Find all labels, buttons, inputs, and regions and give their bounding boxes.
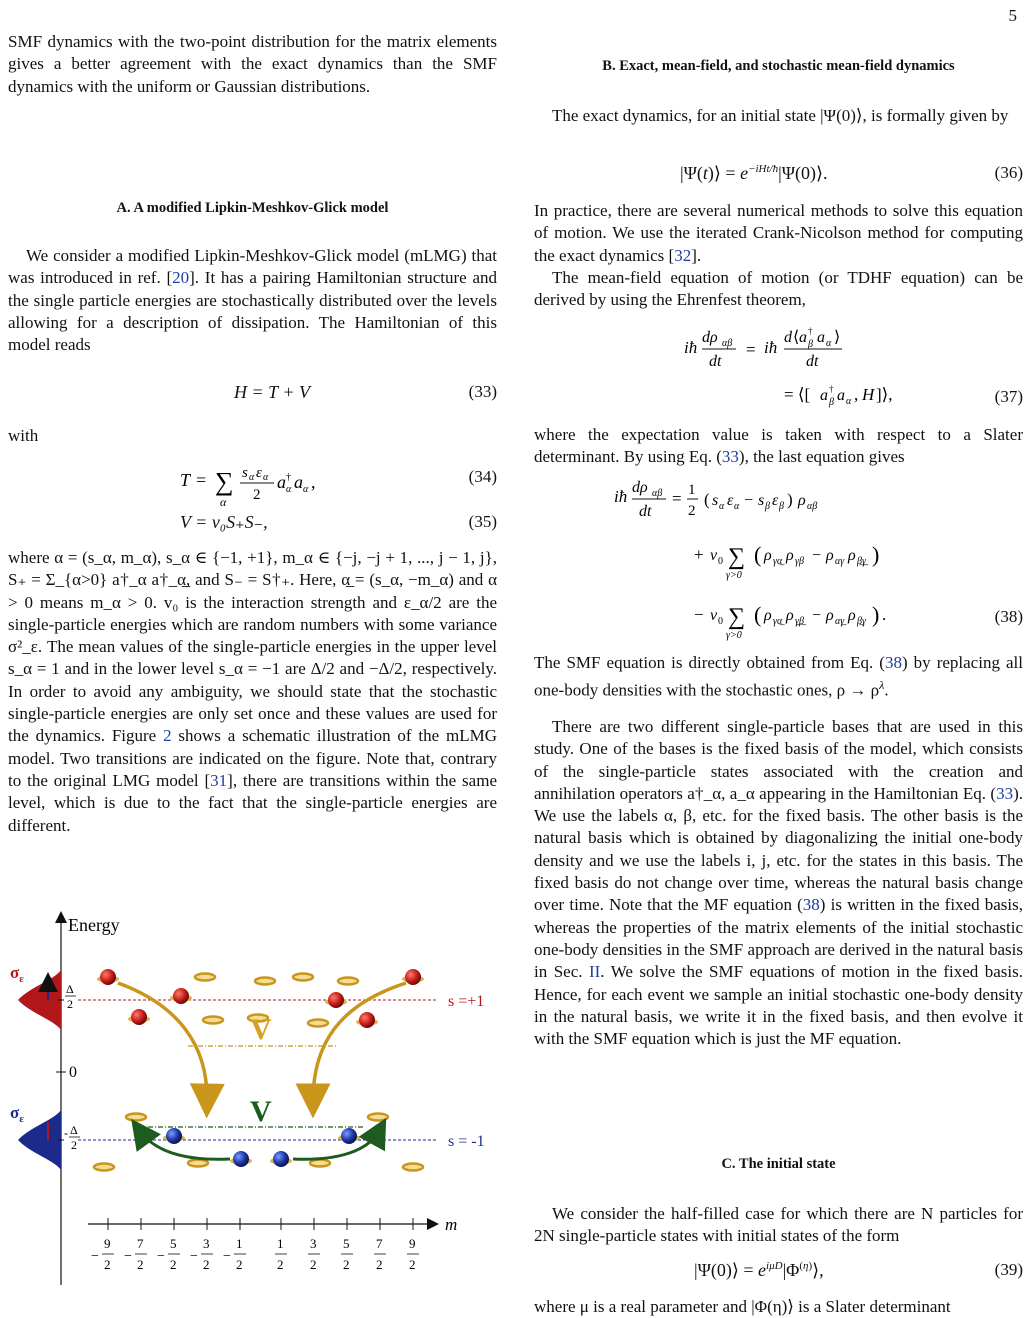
paragraph-continues: where μ is a real parameter and |Φ(η)⟩ is a Slater determinant — [534, 1297, 951, 1316]
svg-text:2: 2 — [310, 1257, 317, 1272]
svg-text:ρ: ρ — [786, 607, 794, 624]
v-label-intralevel: V — [250, 1095, 272, 1128]
svg-text:αβ: αβ — [807, 501, 818, 512]
paragraph-smf-equation: The SMF equation is directly obtained from Eq. (38) by replacing all one-body densities with the stochastic ones, $\rho \to \rho^\lambda$. — [534, 653, 1023, 700]
svg-text:= ⟨[: = ⟨[ — [784, 385, 811, 404]
m-tick-label — [124, 1236, 147, 1272]
svg-text:−: − — [190, 1249, 198, 1264]
equation-number-36: (36) — [994, 163, 1023, 182]
svg-text:−: − — [157, 1249, 165, 1264]
svg-text:=: = — [196, 470, 207, 490]
zero-label: 0 — [69, 1064, 77, 1081]
equation-34 — [180, 458, 390, 515]
svg-text:ρ: ρ — [786, 547, 794, 564]
svg-text:2: 2 — [277, 1257, 284, 1272]
equation-33: H = T + V — [234, 382, 310, 402]
equation-link[interactable]: 38 — [802, 895, 820, 915]
svg-text:9: 9 — [409, 1236, 416, 1251]
svg-text:αγ: αγ — [835, 556, 845, 567]
svg-text:2: 2 — [376, 1257, 383, 1272]
energy-label: Energy — [68, 915, 120, 935]
svg-text:αβ: αβ — [652, 488, 663, 499]
section-a-heading: A. A modified Lipkin-Meshkov-Glick model — [116, 200, 389, 216]
mlmg-schematic-figure — [8, 905, 508, 1290]
svg-text:†: † — [286, 472, 291, 483]
svg-text:0: 0 — [718, 616, 723, 627]
svg-text:dρ: dρ — [632, 479, 648, 496]
equation-number-34: (34) — [468, 467, 497, 486]
svg-text:α: α — [249, 472, 255, 483]
svg-text:α: α — [220, 495, 227, 509]
svg-text:s: s — [712, 492, 719, 509]
svg-text:v: v — [710, 547, 718, 564]
paragraph-exact-dynamics: The exact dynamics, for an initial state |Ψ(0)⟩, is formally given by — [552, 106, 1009, 125]
paragraph-where: where α = (s_α, m_α), s_α ∈ {−1, +1}, m_α ∈ {−j, −j + 1, ..., j − 1, j}, S₊ = Σ_{α>0} a†_α a†_α̲, and S₋ = S†₊. Here, α̲ = (s_α, −m_α) and α > 0 means m_α > 0. v₀ is the interaction strength and ε_α/2 are the single-particle energies which are random numbers with some variance σ²_ε. The mean values of the single-particle energies in the upper level s_α = 1 and in the lower level s_α = −1 are Δ/2 and −Δ/2, respectively. In order to avoid any ambiguity, we should state that the stochastic single-particle energies are only set once and these values are used for the dynamics. Figure 2 shows a schematic illustration of the mLMG model. Two transitions are indicated on the figure. Note that, contrary to the original LMG model [31], there are transitions within the same level, which is due to the fact that the single-particle energies are different. — [8, 548, 497, 835]
lower-level-label: s = -1 — [448, 1133, 485, 1150]
svg-text:β̲γ: β̲γ — [857, 616, 866, 627]
svg-text:): ) — [787, 490, 793, 509]
svg-text:a: a — [837, 387, 845, 404]
svg-text:−: − — [91, 1249, 99, 1264]
svg-text:2: 2 — [688, 503, 696, 519]
svg-text:d: d — [784, 329, 792, 346]
svg-text:−: − — [694, 605, 704, 624]
m-tick-label — [223, 1236, 246, 1272]
svg-text:ρ: ρ — [764, 607, 772, 624]
svg-text:1: 1 — [688, 482, 696, 498]
svg-text:ε: ε — [772, 492, 779, 509]
m-tick-label — [190, 1236, 213, 1272]
equation-35: V = v₀S₊S₋, — [180, 512, 268, 532]
svg-text:α: α — [286, 484, 292, 495]
citation-link[interactable]: 32 — [674, 245, 692, 265]
equation-link[interactable]: 38 — [884, 653, 902, 672]
equation-number-38: (38) — [994, 607, 1023, 626]
m-tick-label — [407, 1236, 419, 1272]
sigma-lower: $\sigma_\varepsilon$ — [10, 1103, 24, 1125]
svg-text:dt: dt — [806, 353, 819, 370]
svg-text:2: 2 — [137, 1257, 144, 1272]
svg-text:): ) — [872, 542, 880, 567]
equation-number-37: (37) — [994, 387, 1023, 406]
delta-lower: Δ — [70, 1123, 78, 1137]
svg-text:1: 1 — [277, 1236, 284, 1251]
svg-text:2: 2 — [71, 1138, 77, 1152]
svg-text:⟩: ⟩ — [834, 329, 841, 346]
m-tick-label — [91, 1236, 114, 1272]
svg-text:a: a — [277, 472, 286, 492]
svg-text:−: − — [124, 1249, 132, 1264]
svg-text:2: 2 — [104, 1257, 111, 1272]
svg-text:(: ( — [754, 602, 762, 627]
intro-paragraph: SMF dynamics with the two-point distribution for the matrix elements gives a better agreement with the exact dynamics than the SMF dynamics with the uniform or Gaussian distributions. — [8, 32, 497, 96]
interlevel-arrow-left — [118, 983, 207, 1101]
svg-text:iħ: iħ — [764, 338, 778, 357]
svg-text:.: . — [882, 605, 887, 624]
svg-text:ρ: ρ — [798, 492, 806, 509]
svg-text:αγ̲: αγ̲ — [835, 616, 845, 627]
m-tick-label — [341, 1236, 353, 1272]
svg-text:7: 7 — [137, 1236, 144, 1251]
svg-text:γ̲β̲: γ̲β̲ — [795, 616, 804, 627]
svg-text:−: − — [812, 607, 822, 624]
m-tick-labels — [91, 1218, 419, 1272]
paragraph-initial-state: We consider the half-filled case for which there are N particles for 2N single-particle states with initial states of the form — [534, 1204, 1023, 1246]
svg-text:2: 2 — [409, 1257, 416, 1272]
paragraph-ehrenfest: The mean-field equation of motion (or TDHF equation) can be derived by using the Ehrenfest theorem, — [534, 268, 1023, 310]
section-link[interactable]: II — [588, 962, 601, 982]
svg-text:9: 9 — [104, 1236, 111, 1251]
svg-text:α: α — [719, 501, 725, 512]
intralevel-arrow-right — [293, 1131, 379, 1159]
svg-text:α: α — [734, 501, 740, 512]
equation-37 — [684, 318, 954, 419]
svg-text:a: a — [294, 472, 303, 492]
svg-text:,: , — [311, 472, 316, 492]
svg-text:7: 7 — [376, 1236, 383, 1251]
svg-text:2: 2 — [253, 487, 261, 503]
citation-link[interactable]: 31 — [210, 770, 228, 790]
svg-text:ρ: ρ — [848, 607, 856, 624]
svg-text:T: T — [180, 470, 191, 490]
svg-text:]⟩,: ]⟩, — [876, 385, 893, 404]
m-tick-label — [275, 1236, 287, 1272]
paragraph-bases: There are two different single-particle bases that are used in this study. One of the bases is the fixed basis of the model, which consists of the single-particle states associated with the creation and annihilation operators a†_α, a_α appearing in the Hamiltonian Eq. (33). We use the labels α, β, etc. for the fixed basis. The other basis is the natural basis which is obtained by diagonalizing the initial one-body density and we use the labels i, j, etc. for the states in this basis. The fixed basis do not change over time, whereas the natural basis change over time. Note that the MF equation (38) is written in the fixed basis, whereas the properties of the matrix elements of the initial stochastic one-body densities in the SMF approach are derived in the natural basis in Sec. II. We solve the SMF equations of motion in the fixed basis. Hence, for each event we sample an initial stochastic one-body density in the natural basis, we write it in the fixed basis, and then evolve it with the SMF equation which is just the MF equation. — [534, 717, 1023, 1049]
svg-text:α: α — [826, 338, 832, 349]
svg-text:5: 5 — [343, 1236, 350, 1251]
svg-text:,: , — [854, 385, 859, 404]
svg-text:=: = — [746, 340, 756, 359]
upper-level-label: s =+1 — [448, 993, 485, 1010]
svg-text:a: a — [799, 329, 807, 346]
svg-text:v: v — [710, 607, 718, 624]
svg-text:-: - — [64, 1126, 68, 1140]
m-tick-label — [157, 1236, 180, 1272]
svg-text:−: − — [223, 1249, 231, 1264]
svg-text:2: 2 — [236, 1257, 243, 1272]
svg-text:∑: ∑ — [728, 604, 746, 630]
section-b-heading: B. Exact, mean-field, and stochastic mean-field dynamics — [602, 58, 955, 74]
svg-text:s: s — [242, 465, 248, 481]
svg-text:1: 1 — [236, 1236, 243, 1251]
svg-text:dρ: dρ — [702, 329, 718, 346]
svg-text:s: s — [758, 492, 765, 509]
svg-text:α: α — [303, 484, 309, 495]
upper-gaussian — [18, 970, 61, 1030]
paragraph-mlmg: We consider a modified Lipkin-Meshkov-Glick model (mLMG) that was introduced in ref. [20]. It has a pairing Hamiltonian structure and the single particle energies are stochastically distributed over the levels allowing for a description of dissipation. The Hamiltonian of this model reads — [8, 246, 497, 355]
svg-text:): ) — [872, 602, 880, 627]
m-tick-label — [308, 1236, 320, 1272]
paragraph-numerical: In practice, there are several numerical methods to solve this equation of motion. We use the iterated Crank-Nicolson method for computing the exact dynamics [32]. — [534, 201, 1023, 265]
delta-upper: Δ — [66, 982, 74, 996]
svg-text:0: 0 — [718, 556, 723, 567]
svg-text:iħ: iħ — [614, 487, 628, 506]
svg-text:dt: dt — [709, 353, 722, 370]
svg-text:ρ: ρ — [826, 547, 834, 564]
paragraph-slater: where the expectation value is taken with respect to a Slater determinant. By using Eq. (33), the last equation gives — [534, 425, 1023, 467]
equation-39: |Ψ(0)⟩ = $e^{i\mu D}|\Phi^{(\eta)}⟩$, — [694, 1260, 824, 1280]
svg-text:†: † — [808, 326, 813, 336]
svg-text:−: − — [744, 492, 754, 509]
m-tick-label — [374, 1236, 386, 1272]
figure-link[interactable]: 2 — [163, 726, 172, 746]
section-c-heading: C. The initial state — [721, 1156, 836, 1172]
svg-text:+: + — [694, 545, 704, 564]
svg-text:H: H — [862, 385, 875, 404]
svg-text:3: 3 — [203, 1236, 210, 1251]
figure-svg — [8, 905, 508, 1290]
equation-number-39: (39) — [994, 1260, 1023, 1279]
svg-text:β: β — [829, 397, 834, 408]
svg-text:3: 3 — [310, 1236, 317, 1251]
svg-text:β: β — [779, 501, 784, 512]
svg-text:dt: dt — [639, 503, 652, 520]
svg-text:ρ: ρ — [764, 547, 772, 564]
svg-text:2: 2 — [170, 1257, 177, 1272]
svg-text:β̲γ̲: β̲γ̲ — [857, 556, 866, 567]
svg-text:iħ: iħ — [684, 338, 698, 357]
svg-text:2: 2 — [67, 997, 73, 1011]
lower-gaussian — [18, 1110, 61, 1170]
svg-text:ε: ε — [727, 492, 734, 509]
svg-text:ρ: ρ — [848, 547, 856, 564]
svg-text:†: † — [829, 384, 834, 394]
svg-text:γ>0: γ>0 — [726, 570, 742, 581]
svg-text:αβ: αβ — [722, 338, 733, 349]
svg-text:(: ( — [704, 490, 710, 509]
citation-link[interactable]: 20 — [172, 268, 190, 288]
svg-text:α: α — [263, 472, 269, 483]
equation-36: |Ψ(t)⟩ = $e^{-iHt/ħ}|\Psi(0)⟩$. — [680, 163, 828, 183]
svg-text:ρ: ρ — [826, 607, 834, 624]
equation-number-33: (33) — [468, 382, 497, 401]
svg-text:2: 2 — [343, 1257, 350, 1272]
m-axis-label: m — [445, 1215, 458, 1234]
sigma-upper: $\sigma_\varepsilon$ — [10, 963, 24, 985]
svg-text:2: 2 — [203, 1257, 210, 1272]
equation-link[interactable]: 33 — [721, 447, 739, 467]
svg-text:a: a — [817, 329, 825, 346]
svg-text:γα̲: γα̲ — [773, 556, 783, 567]
equation-number-35: (35) — [468, 512, 497, 531]
svg-text:⟨: ⟨ — [793, 329, 800, 346]
svg-text:γα̲: γα̲ — [773, 616, 783, 627]
svg-text:∑: ∑ — [215, 467, 234, 496]
svg-text:α: α — [846, 396, 852, 407]
svg-text:γ>0: γ>0 — [726, 630, 742, 641]
svg-text:a: a — [820, 387, 828, 404]
svg-text:=: = — [672, 489, 682, 508]
v-label-interlevel: V — [250, 1013, 272, 1046]
intralevel-arrow-left — [140, 1131, 230, 1159]
svg-text:γβ: γβ — [795, 556, 804, 567]
svg-text:β: β — [765, 501, 770, 512]
page-number: 5 — [1008, 6, 1017, 25]
svg-text:(: ( — [754, 542, 762, 567]
svg-text:−: − — [812, 547, 822, 564]
equation-38 — [614, 472, 1014, 647]
equation-link[interactable]: 33 — [996, 783, 1014, 803]
with-word: with — [8, 426, 39, 445]
svg-text:β: β — [808, 339, 813, 350]
svg-text:5: 5 — [170, 1236, 177, 1251]
svg-text:ε: ε — [256, 465, 262, 481]
svg-text:∑: ∑ — [728, 544, 746, 570]
